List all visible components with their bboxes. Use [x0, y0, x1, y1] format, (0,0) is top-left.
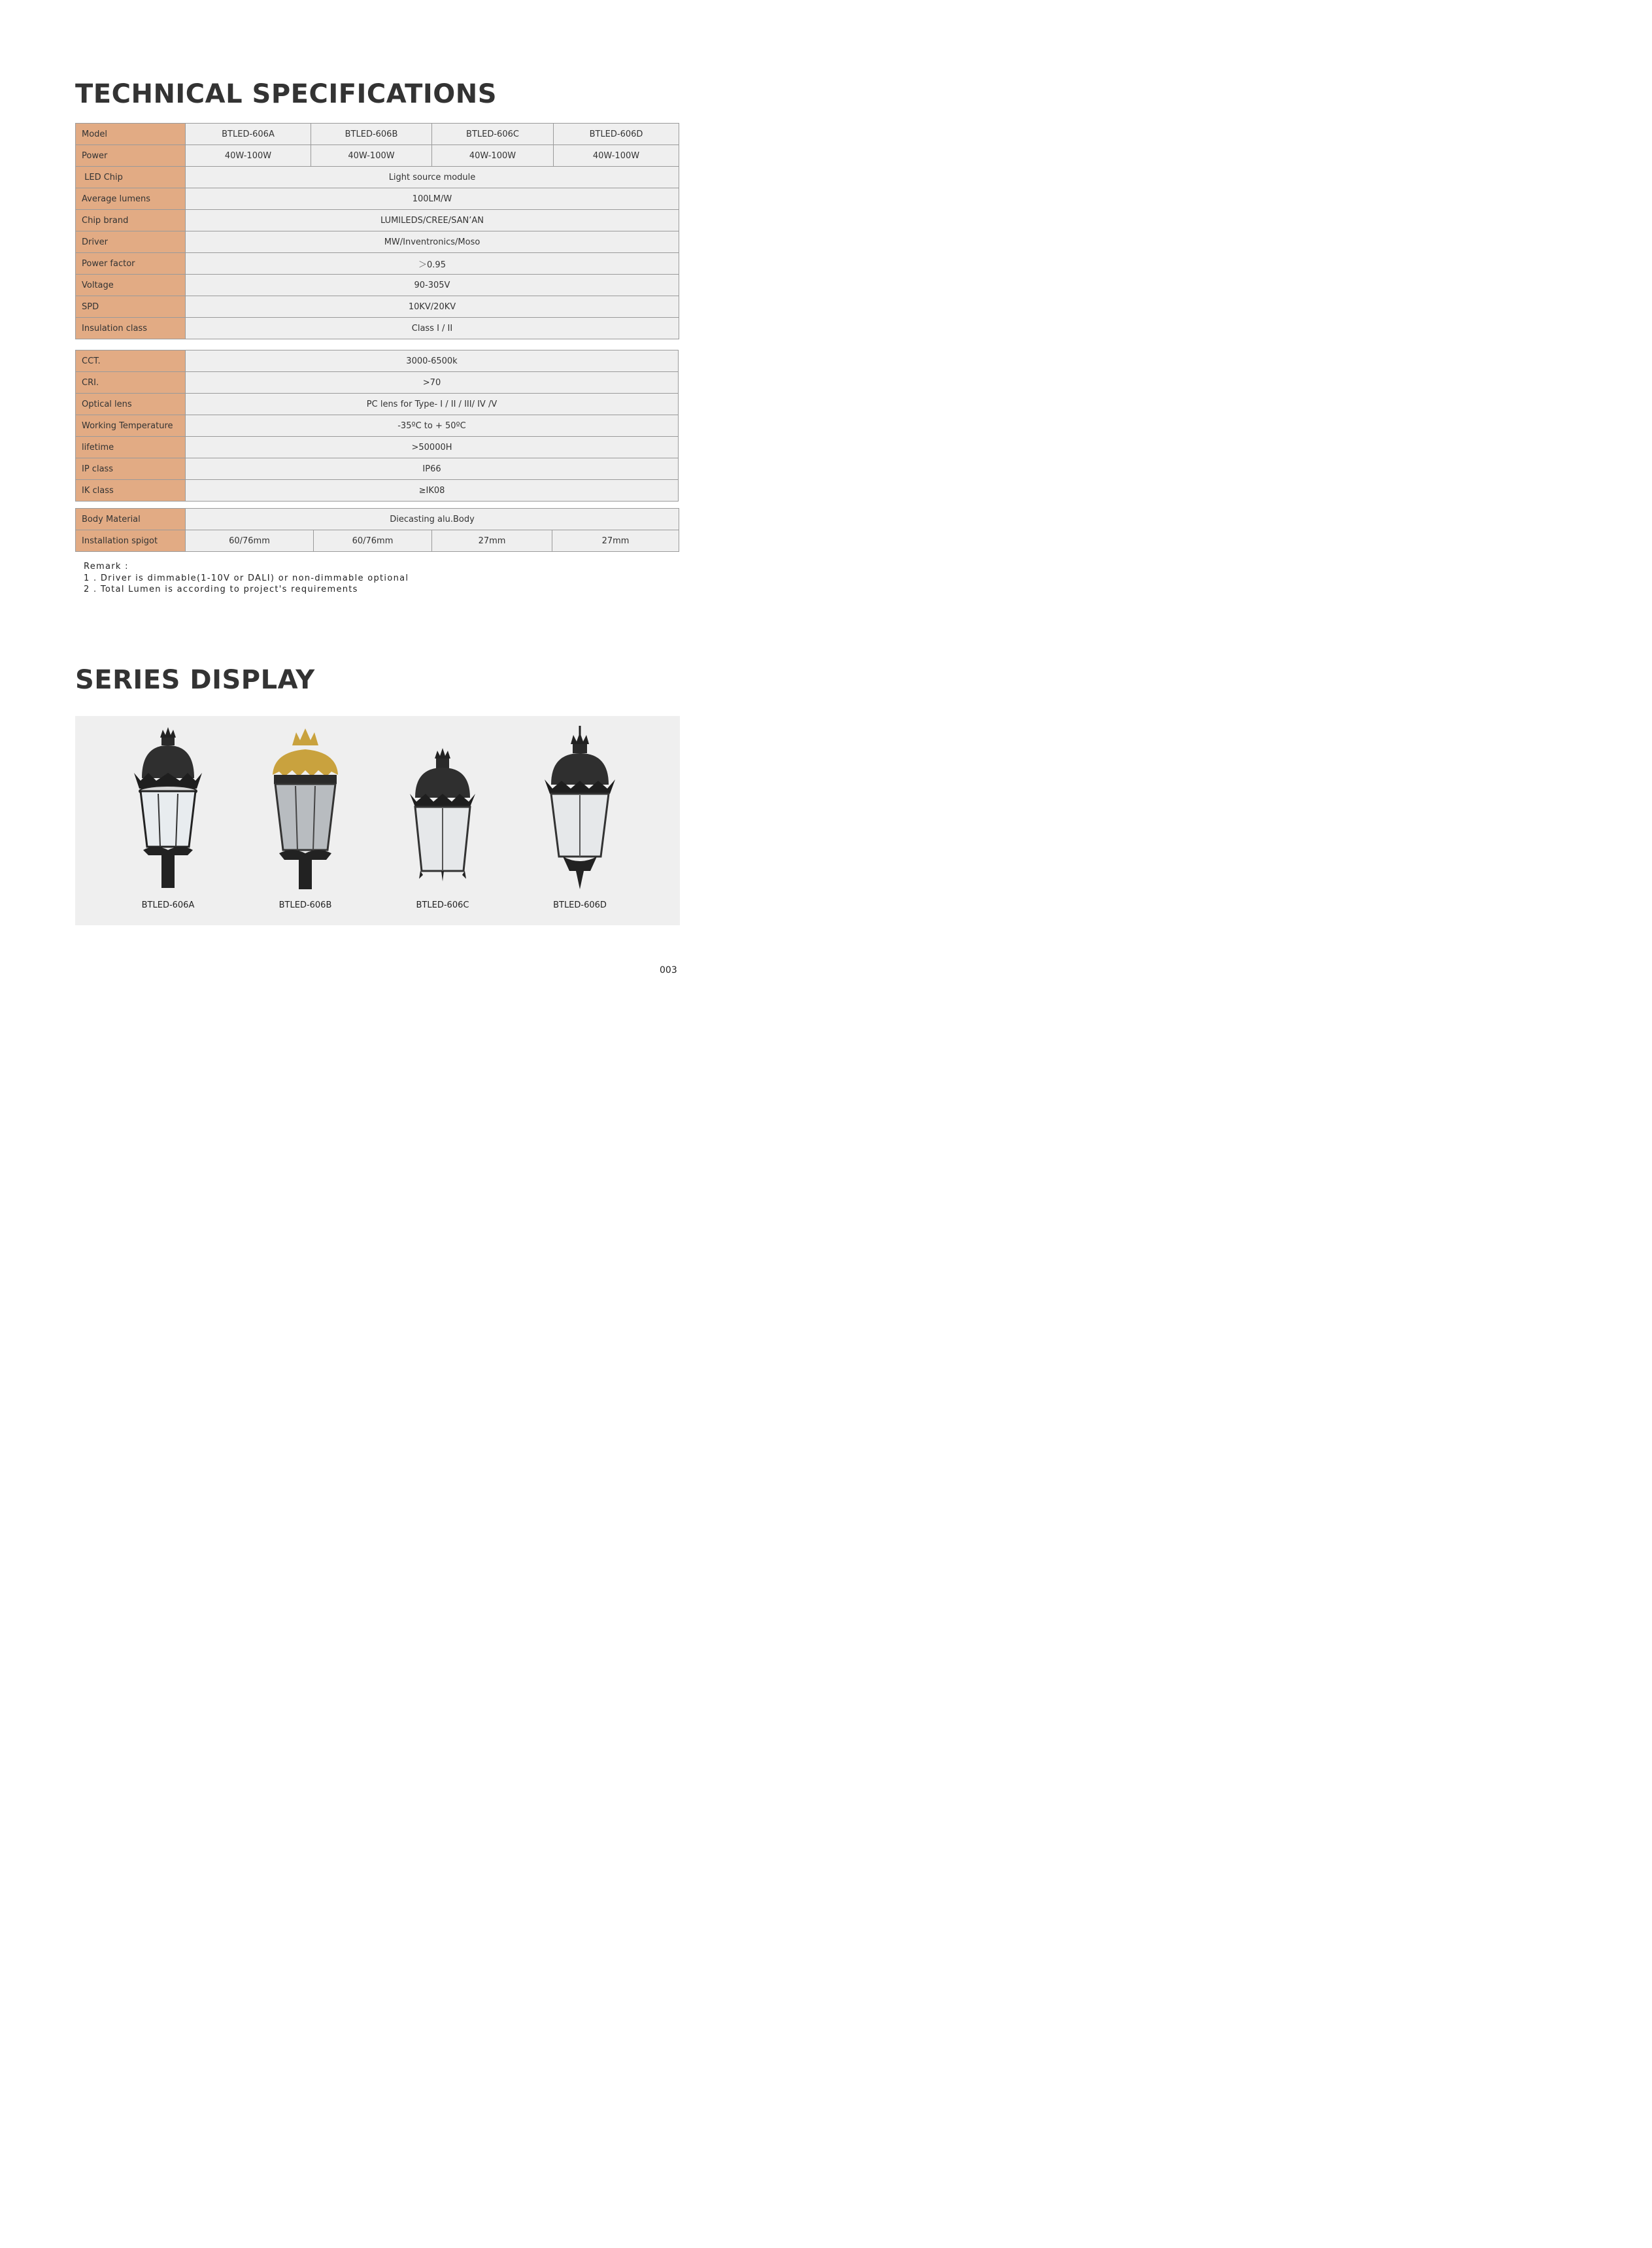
row-label: Power factor	[76, 253, 186, 275]
remarks	[84, 561, 409, 596]
spigot-cell: 60/76mm	[186, 530, 314, 552]
row-label: Chip brand	[76, 210, 186, 231]
page-number: 003	[660, 965, 677, 976]
row-value: PC lens for Type- Ⅰ / II / III/ IV /V	[186, 394, 679, 415]
power-cell: 40W-100W	[311, 145, 432, 167]
table-row	[76, 372, 679, 394]
table-row	[76, 415, 679, 437]
row-label: Body Material	[76, 509, 186, 530]
table-row	[76, 350, 679, 372]
table-row-installation-spigot	[76, 530, 679, 552]
table-row-power	[76, 145, 679, 167]
spec-table-mechanical	[75, 508, 679, 552]
technical-specifications-heading: TECHNICAL SPECIFICATIONS	[75, 79, 497, 109]
row-label: SPD	[76, 296, 186, 318]
model-cell: BTLED-606C	[432, 124, 554, 145]
row-value: ≥IK08	[186, 480, 679, 502]
model-cell: BTLED-606A	[186, 124, 311, 145]
table-row-model	[76, 124, 679, 145]
power-cell: 40W-100W	[432, 145, 554, 167]
row-value: ＞0.95	[186, 253, 679, 275]
row-label: Optical lens	[76, 394, 186, 415]
row-label: Model	[76, 124, 186, 145]
product-card-606c	[377, 716, 508, 925]
row-label: Installation spigot	[76, 530, 186, 552]
row-value: Diecasting alu.Body	[186, 509, 679, 530]
row-value: -35ºC to + 50ºC	[186, 415, 679, 437]
product-card-606d	[514, 716, 645, 925]
row-label: Average lumens	[76, 188, 186, 210]
product-caption: BTLED-606D	[553, 900, 607, 910]
lamp-606c-icon	[403, 726, 482, 896]
remarks-title: Remark :	[84, 562, 129, 571]
power-cell: 40W-100W	[554, 145, 679, 167]
row-value: Class Ⅰ / II	[186, 318, 679, 339]
table-row-body-material	[76, 509, 679, 530]
table-row	[76, 188, 679, 210]
table-row	[76, 167, 679, 188]
spec-table-optical	[75, 350, 679, 502]
table-row	[76, 458, 679, 480]
row-value: MW/Inventronics/Moso	[186, 231, 679, 253]
row-label: Power	[76, 145, 186, 167]
row-value: IP66	[186, 458, 679, 480]
table-row	[76, 394, 679, 415]
spigot-cell: 27mm	[432, 530, 552, 552]
row-value: LUMILEDS/CREE/SAN’AN	[186, 210, 679, 231]
power-cell: 40W-100W	[186, 145, 311, 167]
model-cell: BTLED-606D	[554, 124, 679, 145]
spigot-cell: 60/76mm	[314, 530, 432, 552]
row-label: Working Temperature	[76, 415, 186, 437]
table-row	[76, 210, 679, 231]
row-label: LED Chip	[76, 167, 186, 188]
product-caption: BTLED-606B	[278, 900, 332, 910]
table-row	[76, 480, 679, 502]
series-gallery	[75, 716, 680, 925]
lamp-606d-icon	[541, 726, 619, 896]
lamp-606a-icon	[129, 726, 207, 896]
product-card-606b	[240, 716, 371, 925]
table-row	[76, 231, 679, 253]
row-label: lifetime	[76, 437, 186, 458]
product-card-606a	[103, 716, 233, 925]
row-label: CRI.	[76, 372, 186, 394]
row-label: CCT.	[76, 350, 186, 372]
model-cell: BTLED-606B	[311, 124, 432, 145]
row-value: >50000H	[186, 437, 679, 458]
row-value: >70	[186, 372, 679, 394]
row-label: Voltage	[76, 275, 186, 296]
spec-table-electrical	[75, 123, 679, 339]
product-caption: BTLED-606C	[416, 900, 469, 910]
row-label: IP class	[76, 458, 186, 480]
row-value: 100LM/W	[186, 188, 679, 210]
product-caption: BTLED-606A	[141, 900, 195, 910]
remark-line: 1 . Driver is dimmable(1-10V or DALI) or non-dimmable optional	[84, 573, 409, 583]
table-row	[76, 437, 679, 458]
row-value: 90-305V	[186, 275, 679, 296]
remark-line: 2 . Total Lumen is according to project's requirements	[84, 585, 358, 594]
row-label: Driver	[76, 231, 186, 253]
row-value: 10KV/20KV	[186, 296, 679, 318]
row-value: Light source module	[186, 167, 679, 188]
row-label: Insulation class	[76, 318, 186, 339]
series-display-heading: SERIES DISPLAY	[75, 665, 315, 695]
lamp-606b-icon	[266, 726, 345, 896]
row-label: IK class	[76, 480, 186, 502]
table-row	[76, 275, 679, 296]
spigot-cell: 27mm	[552, 530, 679, 552]
table-row	[76, 318, 679, 339]
table-row	[76, 296, 679, 318]
table-row	[76, 253, 679, 275]
row-value: 3000-6500k	[186, 350, 679, 372]
